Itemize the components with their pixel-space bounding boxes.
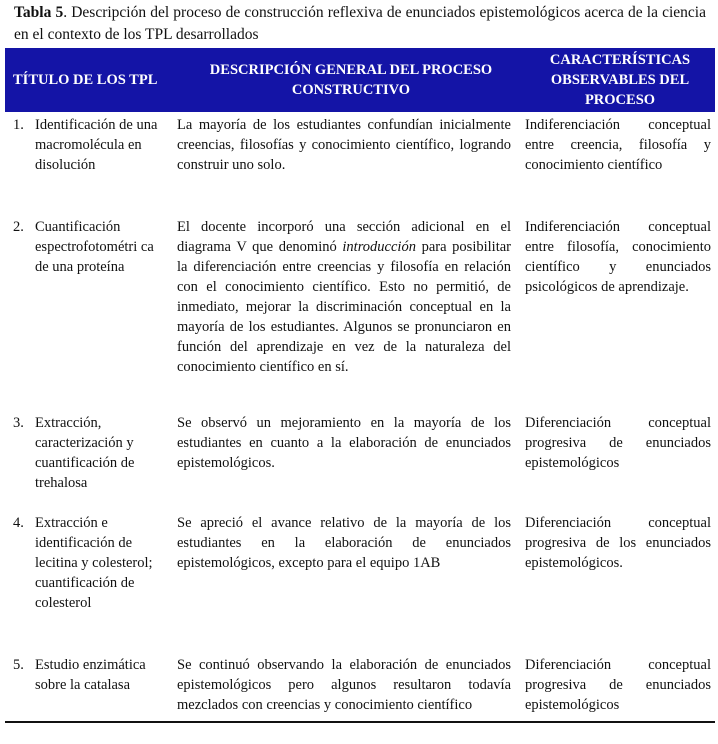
tpl-table bbox=[5, 48, 715, 744]
row-number: 5. bbox=[13, 657, 24, 673]
table-row bbox=[5, 112, 715, 214]
row-characteristics: Diferenciación conceptual progresiva de enunciados epistemológicos bbox=[525, 657, 711, 713]
table-row bbox=[5, 510, 715, 652]
emphasis-introduccion: introducción bbox=[342, 239, 416, 255]
row-title: Estudio enzimática sobre la catalasa bbox=[35, 657, 146, 693]
row-characteristics: Indiferenciación conceptual entre filosofía, conocimiento científico y enunciados psicológicos de aprendizaje. bbox=[525, 219, 711, 295]
header-descripcion: DESCRIPCIÓN GENERAL DEL PROCESO CONSTRUCTIVO bbox=[209, 62, 493, 98]
row-title: Extracción, caracterización y cuantificación de trehalosa bbox=[35, 415, 135, 491]
table-row bbox=[5, 652, 715, 744]
row-characteristics: Diferenciación conceptual progresiva de los enunciados epistemológicos. bbox=[525, 515, 711, 571]
row-characteristics: Diferenciación conceptual progresiva de enunciados epistemológicos bbox=[525, 415, 711, 471]
table-header-row bbox=[5, 48, 715, 112]
row-description: Se continuó observando la elaboración de enunciados epistemológicos pero algunos resultaron todavía mezclados con creencias y conocimiento científico bbox=[177, 657, 511, 713]
row-description: La mayoría de los estudiantes confundían inicialmente creencias, filosofías y conocimiento científico, logrando construir uno solo. bbox=[177, 117, 511, 173]
row-title: Cuantificación espectrofotométri ca de una proteína bbox=[35, 219, 154, 275]
header-titulo: TÍTULO DE LOS TPL bbox=[13, 72, 158, 88]
row-title: Identificación de una macromolécula en disolución bbox=[35, 117, 158, 173]
row-number: 2. bbox=[13, 219, 24, 235]
table-caption-text: . Descripción del proceso de construcción reflexiva de enunciados epistemológicos acerca de la ciencia en el contexto de los TPL desarrollados bbox=[14, 4, 706, 43]
row-description: El docente incorporó una sección adicional en el diagrama V que denominó introducción para posibilitar la diferenciación entre creencias y filosofía en relación con el conocimiento científico. Esto no permitió, de inmediato, mejorar la discriminación conceptual en la mayoría de los estudiantes. Algunos se pronunciaron en función del aprendizaje en vez de la naturaleza del conocimiento científico en sí. bbox=[177, 219, 511, 375]
row-number: 3. bbox=[13, 415, 24, 431]
row-number: 1. bbox=[13, 117, 24, 133]
table-caption bbox=[14, 2, 706, 46]
row-number: 4. bbox=[13, 515, 24, 531]
row-title: Extracción e identificación de lecitina y colesterol; cuantificación de colesterol bbox=[35, 515, 153, 611]
table-bottom-rule bbox=[5, 721, 715, 723]
row-description: Se apreció el avance relativo de la mayoría de los estudiantes en la elaboración de enunciados epistemológicos, excepto para el equipo 1AB bbox=[177, 515, 511, 571]
row-description: Se observó un mejoramiento en la mayoría de los estudiantes en cuanto a la elaboración de enunciados epistemológicos. bbox=[177, 415, 511, 471]
table-row bbox=[5, 214, 715, 410]
table-label: Tabla 5 bbox=[14, 4, 64, 21]
row-characteristics: Indiferenciación conceptual entre creencia, filosofía y conocimiento científico bbox=[525, 117, 711, 173]
table-row bbox=[5, 410, 715, 510]
header-caracteristicas: CARACTERÍSTICAS OBSERVABLES DEL PROCESO bbox=[549, 52, 691, 108]
